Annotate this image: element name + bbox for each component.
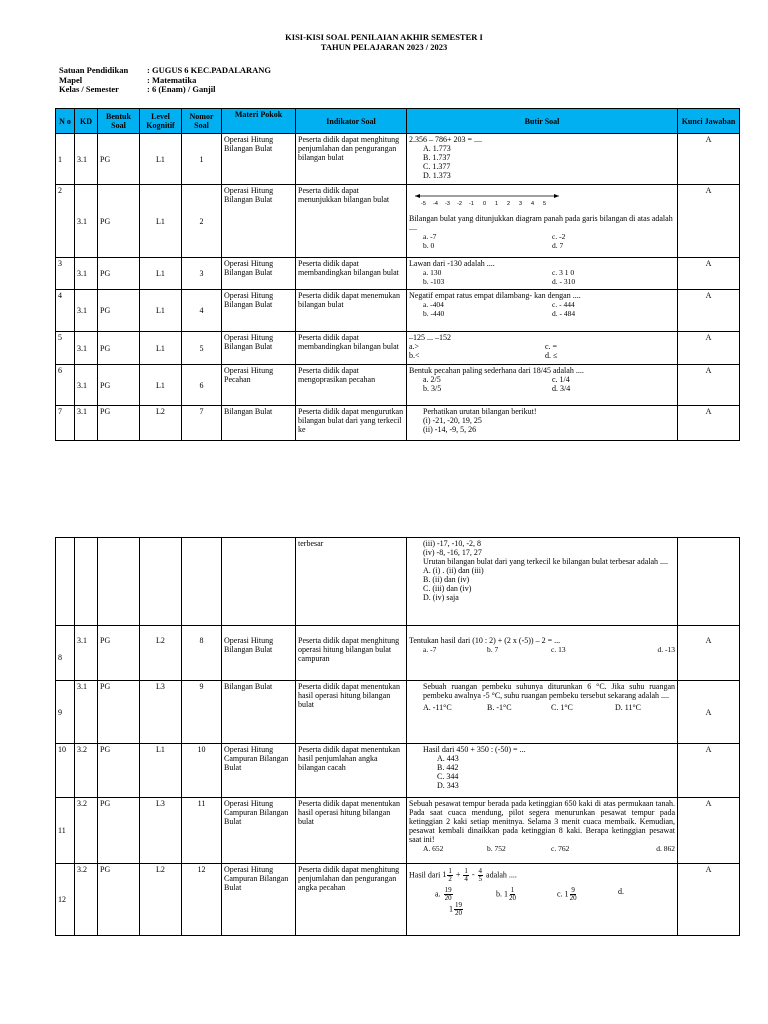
kisi-table-2 <box>55 537 740 936</box>
option: d. - 310 <box>552 277 576 286</box>
row-kd: 3.1 <box>75 681 98 744</box>
row-butir <box>407 365 678 406</box>
question-text: Perhatikan urutan bilangan berikut! <box>423 407 537 416</box>
row-butir <box>407 185 678 258</box>
row-indikator: Peserta didik dapat menentukan hasil operasi hitung bilangan bulat <box>296 798 407 864</box>
row-materi: Operasi Hitung Campuran Bilangan Bulat <box>222 744 296 798</box>
col-materi: Materi Pokok <box>222 109 296 134</box>
meta-value: : Matematika <box>147 74 197 85</box>
option: c. -2 <box>552 232 566 241</box>
row-no: 7 <box>56 406 75 441</box>
table-row <box>56 538 740 626</box>
question-text: Urutan bilangan bulat dari yang terkecil ke bilangan bulat terbesar adalah .... <box>423 557 669 566</box>
option: c. 3 1 0 <box>552 268 575 277</box>
row-indikator: Peserta didik dapat membandingkan bilangan bulat <box>296 332 407 365</box>
row-indikator: terbesar <box>296 538 407 626</box>
svg-text:1: 1 <box>495 201 499 207</box>
row-kunci: A <box>678 332 740 365</box>
doc-title: KISI-KISI SOAL PENILAIAN AKHIR SEMESTER I <box>285 32 483 42</box>
row-nomor: 11 <box>182 798 222 864</box>
row-bentuk: PG <box>98 134 140 185</box>
row-nomor: 7 <box>182 406 222 441</box>
row-bentuk: PG <box>98 258 140 290</box>
row-indikator: Peserta didik dapat menemukan bilangan bulat <box>296 290 407 332</box>
row-kd: 3.1 <box>75 365 98 406</box>
row-indikator: Peserta didik dapat menunjukkan bilangan bulat <box>296 185 407 258</box>
svg-text:-3: -3 <box>445 201 450 207</box>
option: B. (ii) dan (iv) <box>423 575 470 584</box>
row-nomor: 6 <box>182 365 222 406</box>
option: a. 130 <box>423 268 442 277</box>
option: B. 1.737 <box>423 153 451 162</box>
row-butir <box>407 290 678 332</box>
svg-text:-2: -2 <box>457 201 462 207</box>
row-level: L1 <box>140 332 182 365</box>
row-bentuk: PG <box>98 185 140 258</box>
option: A. 443 <box>437 754 459 763</box>
table-row <box>56 290 740 332</box>
row-materi: Operasi Hitung Bilangan Bulat <box>222 134 296 185</box>
row-kunci: A <box>678 365 740 406</box>
row-nomor: 4 <box>182 290 222 332</box>
col-no: N o <box>56 109 75 134</box>
row-kd: 3.2 <box>75 864 98 936</box>
option: d. 7 <box>552 241 564 250</box>
option: a. 2/5 <box>423 375 441 384</box>
row-kd: 3.2 <box>75 798 98 864</box>
row-butir <box>407 538 678 626</box>
row-indikator: Peserta didik dapat menentukan hasil operasi hitung bilangan bulat <box>296 681 407 744</box>
option: a. -7 <box>423 232 437 241</box>
row-bentuk: PG <box>98 290 140 332</box>
table-row <box>56 406 740 441</box>
row-butir <box>407 626 678 681</box>
option: D. (iv) saja <box>423 593 459 602</box>
row-indikator: Peserta didik dapat menghitung operasi hitung bilangan bulat campuran <box>296 626 407 681</box>
row-butir <box>407 332 678 365</box>
svg-text:0: 0 <box>483 201 487 207</box>
option: a. -7 <box>423 645 437 654</box>
table-header-row <box>56 109 740 134</box>
option-c: c. 1 $\frac{9}{20}$ <box>557 886 577 902</box>
question-text: Lawan dari -130 adalah .... <box>409 259 495 268</box>
option: a.> <box>409 342 420 351</box>
row-kd: 3.1 <box>75 406 98 441</box>
option: A. (i) . (ii) dan (iii) <box>423 566 484 575</box>
svg-text:2: 2 <box>507 201 511 207</box>
meta-key: Satuan Pendidikan <box>59 65 129 75</box>
col-bentuk: Bentuk Soal <box>98 109 140 134</box>
row-level: L2 <box>140 406 182 441</box>
row-nomor: 5 <box>182 332 222 365</box>
question-text: Bilangan bulat yang ditunjukkan diagram panah pada garis bilangan di atas adalah .... <box>409 214 673 232</box>
option: A. -11°C <box>423 703 452 712</box>
doc-meta <box>59 66 271 95</box>
list-item: (ii) -14, -9, 5, 26 <box>423 425 477 434</box>
row-kunci: A <box>678 134 740 185</box>
question-text: Sebuah ruangan pembeku suhunya diturunkan 6 °C. Jika suhu ruangan pembeku awalnya -5 °C, suhu ruangan pembeku tersebut sekarang adalah .... <box>423 682 675 700</box>
question-text: Sebuah pesawat tempur berada pada ketinggian 650 kaki di atas permukaan tanah. Pada saat cuaca mendung, pilot segera menurunkan pesawat tempur pada ketinggian 2 kaki setiap menitnya. Selama 3 menit cuaca membaik. Kemudian, pesawat kembali dinaikkan pada ketinggian 8 kaki. Berapa ketinggian pesawat saat ini! <box>409 799 675 844</box>
row-no: 3 <box>56 258 75 290</box>
option: b. -103 <box>423 277 445 286</box>
number-line-diagram <box>413 188 563 210</box>
row-no: 6 <box>56 365 75 406</box>
table-row <box>56 185 740 258</box>
option-b: b. 1 $\frac{1}{20}$ <box>496 886 516 902</box>
row-materi: Operasi Hitung Bilangan Bulat <box>222 626 296 681</box>
row-level: L2 <box>140 626 182 681</box>
option: A. 1.773 <box>423 144 451 153</box>
row-bentuk: PG <box>98 864 140 936</box>
row-kunci: A <box>678 681 740 744</box>
row-kunci: A <box>678 744 740 798</box>
row-butir <box>407 798 678 864</box>
option-d: d. <box>618 887 624 896</box>
row-kunci: A <box>678 406 740 441</box>
row-bentuk: PG <box>98 744 140 798</box>
table-row <box>56 744 740 798</box>
row-no: 5 <box>56 332 75 365</box>
option: b.< <box>409 351 420 360</box>
row-nomor: 10 <box>182 744 222 798</box>
doc-subtitle: TAHUN PELAJARAN 2023 / 2023 <box>320 42 448 52</box>
row-level: L1 <box>140 365 182 406</box>
option: d. ≤ <box>545 351 558 360</box>
col-kd: KD <box>75 109 98 134</box>
meta-key: Kelas / Semester <box>59 84 119 95</box>
option-d-value: 1 $\frac{19}{20}$ <box>449 901 462 917</box>
option: C. 344 <box>437 772 459 781</box>
row-no: 2 <box>56 185 75 258</box>
option: c. 762 <box>551 844 570 853</box>
row-bentuk: PG <box>98 626 140 681</box>
row-kunci: A <box>678 798 740 864</box>
question-text: Bentuk pecahan paling sederhana dari 18/45 adalah .... <box>409 366 584 375</box>
question-prefix: Hasil dari <box>409 870 441 880</box>
option: b. 7 <box>487 645 499 654</box>
option: a. -404 <box>423 300 444 309</box>
row-materi: Operasi Hitung Campuran Bilangan Bulat <box>222 798 296 864</box>
row-nomor: 2 <box>182 185 222 258</box>
question-text: –125 ... –152 <box>409 333 451 342</box>
option: C. 1°C <box>551 703 573 712</box>
row-level: L1 <box>140 134 182 185</box>
options-row <box>409 887 675 902</box>
row-indikator: Peserta didik dapat membandingkan bilangan bulat <box>296 258 407 290</box>
row-butir <box>407 681 678 744</box>
row-nomor: 8 <box>182 626 222 681</box>
option: C. (iii) dan (iv) <box>423 584 472 593</box>
row-nomor: 12 <box>182 864 222 936</box>
row-butir <box>407 258 678 290</box>
option: d. -13 <box>657 645 675 654</box>
row-kd: 3.1 <box>75 258 98 290</box>
option: d. 3/4 <box>552 384 571 393</box>
option: D. 343 <box>437 781 459 790</box>
question-text: Hasil dari 450 + 350 : (-50) = ... <box>423 745 526 754</box>
row-bentuk: PG <box>98 406 140 441</box>
option: b. 0 <box>423 241 435 250</box>
row-butir <box>407 864 678 936</box>
row-indikator: Peserta didik dapat menentukan hasil penjumlahan angka bilangan cacah <box>296 744 407 798</box>
table-row <box>56 864 740 936</box>
option: c. 1/4 <box>552 375 570 384</box>
svg-text:-1: -1 <box>469 201 474 207</box>
row-nomor: 1 <box>182 134 222 185</box>
row-butir <box>407 406 678 441</box>
table-row <box>56 798 740 864</box>
svg-text:3: 3 <box>519 201 523 207</box>
option: c. - 444 <box>552 300 575 309</box>
question-text <box>409 868 675 883</box>
row-materi: Operasi Hitung Pecahan <box>222 365 296 406</box>
row-materi: Bilangan Bulat <box>222 681 296 744</box>
row-materi: Operasi Hitung Bilangan Bulat <box>222 185 296 258</box>
table-row <box>56 681 740 744</box>
row-butir <box>407 134 678 185</box>
col-butir: Butir Soal <box>407 109 678 134</box>
option: B. -1°C <box>487 703 512 712</box>
row-kd: 3.1 <box>75 626 98 681</box>
row-no: 8 <box>56 626 75 681</box>
row-nomor: 9 <box>182 681 222 744</box>
row-indikator: Peserta didik dapat menghitung penjumlahan dan pengurangan bilangan bulat <box>296 134 407 185</box>
row-kd: 3.2 <box>75 744 98 798</box>
row-materi: Operasi Hitung Bilangan Bulat <box>222 258 296 290</box>
row-level: L1 <box>140 290 182 332</box>
row-materi: Operasi Hitung Campuran Bilangan Bulat <box>222 864 296 936</box>
row-nomor: 3 <box>182 258 222 290</box>
row-butir <box>407 744 678 798</box>
table-row <box>56 626 740 681</box>
row-kunci: A <box>678 864 740 936</box>
svg-text:-5: -5 <box>421 201 426 207</box>
question-suffix: adalah .... <box>486 870 517 880</box>
meta-value: : 6 (Enam) / Ganjil <box>147 84 216 95</box>
option: A. 652 <box>423 844 444 853</box>
row-bentuk: PG <box>98 365 140 406</box>
option: C. 1.377 <box>423 162 451 171</box>
question-text: Tentukan hasil dari (10 : 2) + (2 x (-5)) – 2 = ... <box>409 636 561 645</box>
row-level: L3 <box>140 798 182 864</box>
col-nomor: Nomor Soal <box>182 109 222 134</box>
row-materi: Operasi Hitung Bilangan Bulat <box>222 290 296 332</box>
row-indikator: Peserta didik dapat mengoprasikan pecahan <box>296 365 407 406</box>
kisi-table-1 <box>55 108 740 441</box>
row-level: L1 <box>140 744 182 798</box>
meta-key: Mapel <box>59 74 83 85</box>
row-kd: 3.1 <box>75 290 98 332</box>
svg-text:5: 5 <box>543 201 547 207</box>
question-text: 2.356 – 786+ 203 = .... <box>409 135 483 144</box>
option: d. - 484 <box>552 309 576 318</box>
svg-text:4: 4 <box>531 201 535 207</box>
option: c. = <box>545 342 558 351</box>
svg-text:-4: -4 <box>433 201 438 207</box>
option: b. 752 <box>487 844 506 853</box>
row-bentuk: PG <box>98 332 140 365</box>
row-no: 11 <box>56 798 75 864</box>
list-item: (i) -21, -20, 19, 25 <box>423 416 482 425</box>
row-kd: 3.1 <box>75 185 98 258</box>
list-item: (iii) -17, -10, -2, 8 <box>423 539 481 548</box>
option: D. 1.373 <box>423 171 451 180</box>
table-row <box>56 258 740 290</box>
col-kunci: Kunci Jawaban <box>678 109 740 134</box>
row-kunci: A <box>678 290 740 332</box>
row-level: L1 <box>140 258 182 290</box>
row-no: 10 <box>56 744 75 798</box>
row-level: L3 <box>140 681 182 744</box>
row-kunci: A <box>678 626 740 681</box>
row-materi: Bilangan Bulat <box>222 406 296 441</box>
row-materi: Operasi Hitung Bilangan Bulat <box>222 332 296 365</box>
meta-value: : GUGUS 6 KEC.PADALARANG <box>147 65 272 75</box>
option: D. 11°C <box>615 703 642 712</box>
row-kd: 3.1 <box>75 134 98 185</box>
col-level: Level Kognitif <box>140 109 182 134</box>
option: b. 3/5 <box>423 384 442 393</box>
row-kd: 3.1 <box>75 332 98 365</box>
math-expression: 1 $\frac{1}{2}$ + $\frac{1}{4}$ - $\frac{4}{5}$ <box>442 867 483 883</box>
table-row <box>56 332 740 365</box>
table-row <box>56 134 740 185</box>
option: c. 13 <box>551 645 566 654</box>
row-level: L1 <box>140 185 182 258</box>
option: B. 442 <box>437 763 459 772</box>
row-kunci: A <box>678 258 740 290</box>
row-level: L2 <box>140 864 182 936</box>
row-indikator: Peserta didik dapat mengurutkan bilangan bulat dari yang terkecil ke <box>296 406 407 441</box>
table-row <box>56 365 740 406</box>
col-indikator: Indikator Soal <box>296 109 407 134</box>
row-indikator: Peserta didik dapat menghitung penjumlahan dan pengurangan angka pecahan <box>296 864 407 936</box>
option: d. 862 <box>656 844 675 853</box>
row-no: 4 <box>56 290 75 332</box>
row-bentuk: PG <box>98 681 140 744</box>
question-text: Negatif empat ratus empat dilambang- kan dengan .... <box>409 291 581 300</box>
row-no: 9 <box>56 681 75 744</box>
row-no: 12 <box>56 864 75 936</box>
list-item: (iv) -8, -16, 17, 27 <box>423 548 482 557</box>
row-kunci: A <box>678 185 740 258</box>
row-bentuk: PG <box>98 798 140 864</box>
row-no: 1 <box>56 134 75 185</box>
option: b. -440 <box>423 309 445 318</box>
option-a: a. $\frac{19}{20}$ <box>435 886 452 902</box>
